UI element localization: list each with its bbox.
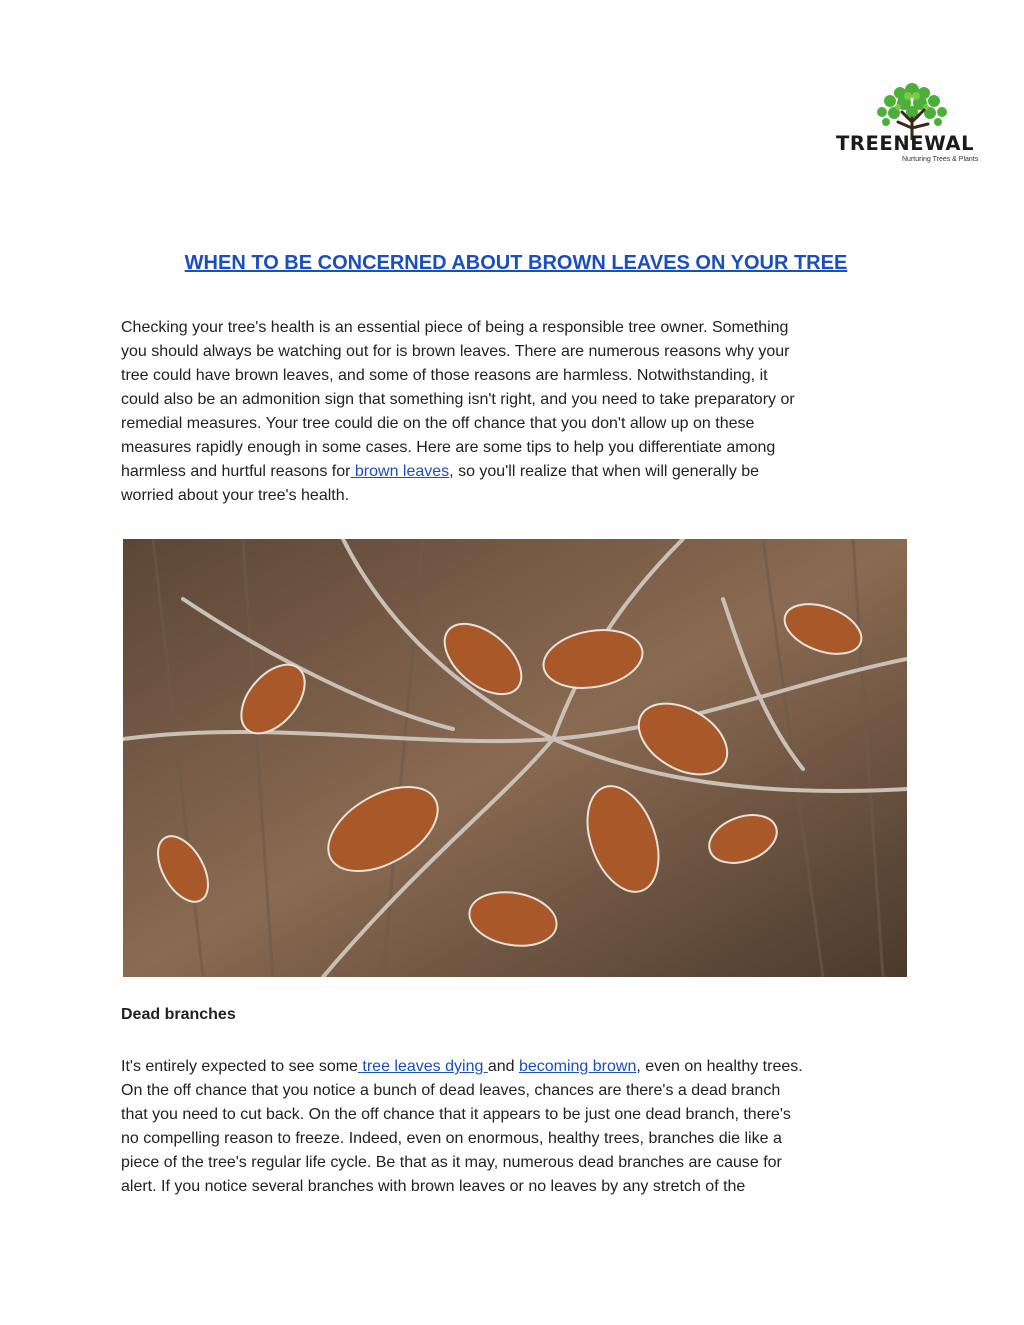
text-line [121,1055,921,1079]
section-paragraph [121,1055,921,1199]
text-line [121,460,921,484]
article-title[interactable]: WHEN TO BE CONCERNED ABOUT BROWN LEAVES ON YOUR TREE [184,252,848,274]
text-fragment: , even on healthy trees. [636,1058,803,1075]
text-line: piece of the tree's regular life cycle. Be that as it may, numerous dead branches are cause for [121,1154,782,1171]
text-line: Checking your tree's health is an essential piece of being a responsible tree owner. Something [121,319,789,336]
logo-wordmark: TREENEWAL [836,132,975,155]
intro-paragraph [121,316,921,508]
text-fragment: harmless and hurtful reasons for [121,463,351,480]
text-line: remedial measures. Your tree could die on the off chance that you don't allow up on these [121,415,755,432]
text-line: worried about your tree's health. [121,487,350,504]
text-line: On the off chance that you notice a bunch of dead leaves, chances are there's a dead branch [121,1082,781,1099]
becoming-brown-link[interactable]: becoming brown [518,1058,637,1075]
text-fragment: , so you'll realize that when will generally be [449,463,760,480]
tree-leaves-dying-link[interactable]: tree leaves dying [357,1058,488,1075]
treenewal-logo [832,82,988,174]
text-line: tree could have brown leaves, and some of those reasons are harmless. Notwithstanding, it [121,367,768,384]
text-line: you should always be watching out for is brown leaves. There are numerous reasons why your [121,343,790,360]
text-line: measures rapidly enough in some cases. Here are some tips to help you differentiate among [121,439,776,456]
text-fragment: and [487,1058,519,1075]
text-line: could also be an admonition sign that something isn't right, and you need to take preparatory or [121,391,795,408]
brown-leaves-link[interactable]: brown leaves [350,463,450,480]
text-line: no compelling reason to freeze. Indeed, even on enormous, healthy trees, branches die like a [121,1130,782,1147]
text-line: that you need to cut back. On the off chance that it appears to be just one dead branch, there's [121,1106,791,1123]
section-heading: Dead branches [121,1006,236,1023]
text-line: alert. If you notice several branches with brown leaves or no leaves by any stretch of the [121,1178,746,1195]
logo-tagline: Nurturing Trees & Plants [902,156,979,163]
text-fragment: It's entirely expected to see some [121,1058,358,1075]
brown-oak-leaves-photo [123,539,907,977]
